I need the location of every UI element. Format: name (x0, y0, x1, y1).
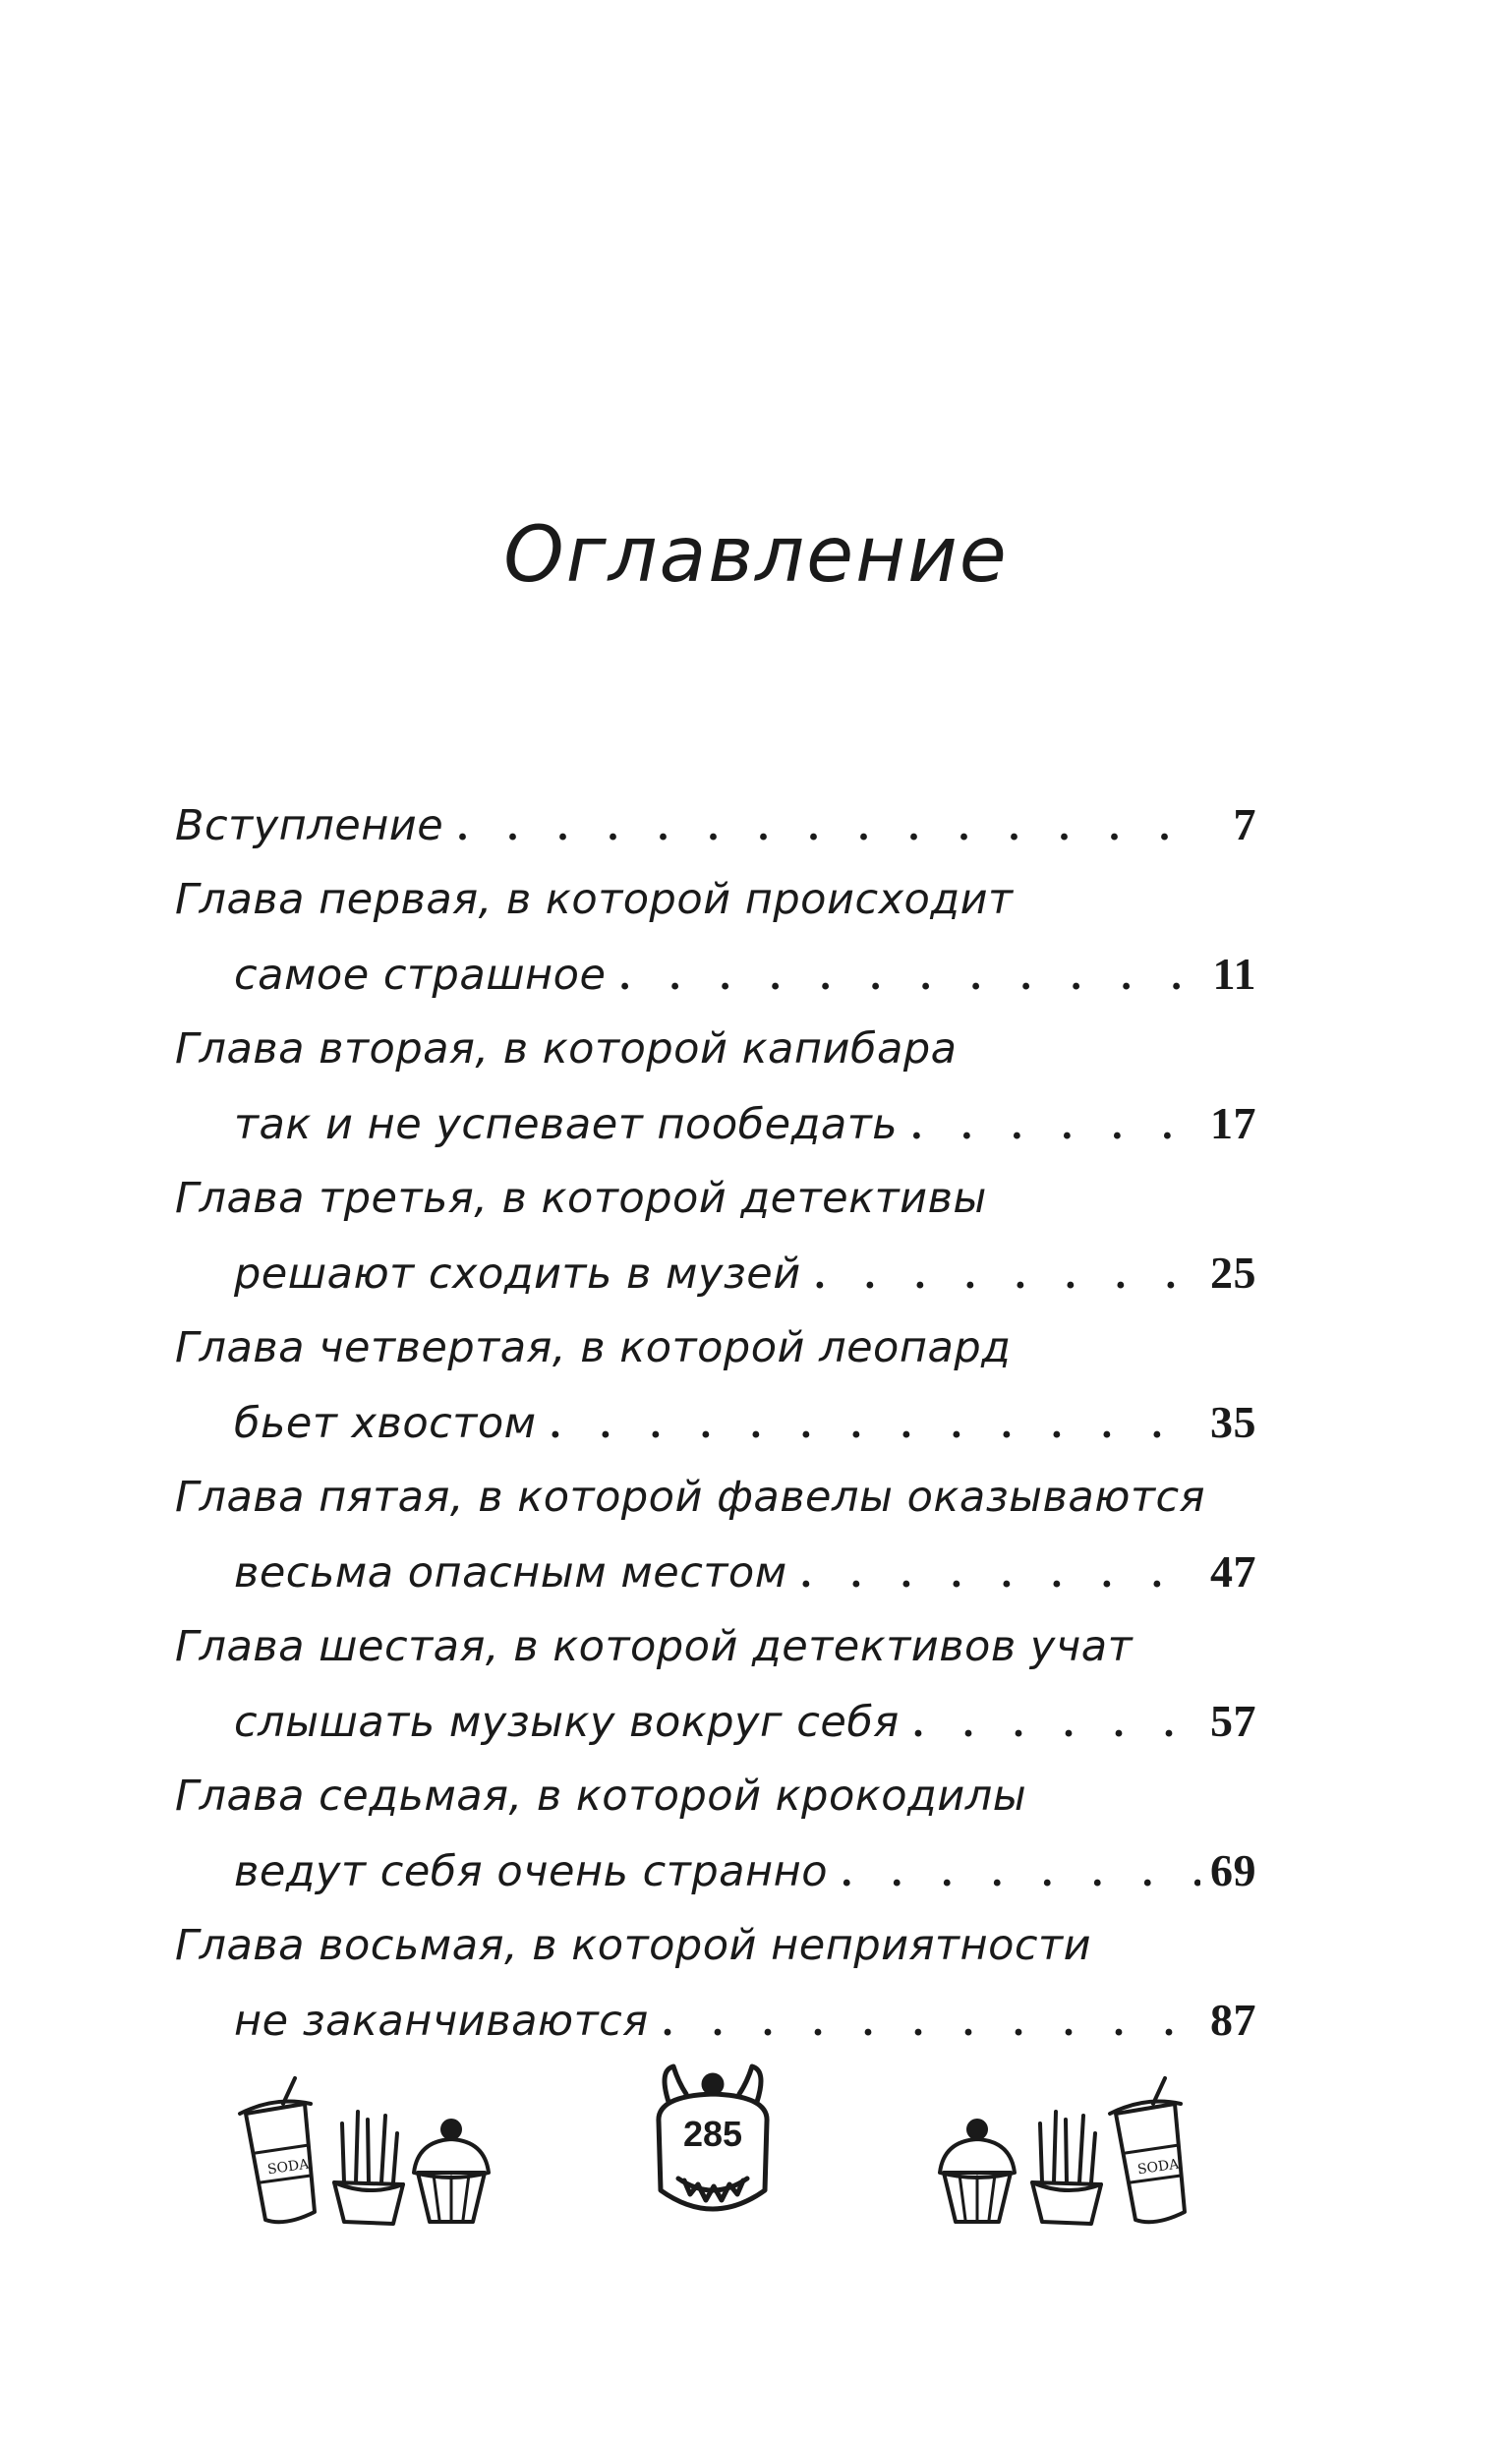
drink-cup-icon (240, 2078, 315, 2222)
toc-entry (175, 1772, 1256, 1917)
toc-line (175, 1473, 1256, 1545)
toc-line (175, 1695, 1256, 1768)
toc-page-number: 17 (1210, 1098, 1256, 1148)
toc-entry-title: бьет хвостом (234, 1399, 537, 1448)
footer-left-decoration (226, 2074, 501, 2241)
page-title: Оглавление (503, 511, 1009, 600)
toc-page-number: 35 (1210, 1397, 1256, 1447)
dot-leader (619, 953, 1202, 1000)
toc-entry-title: ведут себя очень странно (234, 1847, 829, 1896)
dot-leader (663, 1999, 1200, 2046)
toc-entry-title: Глава первая, в которой происходит (175, 875, 1014, 924)
dot-leader (913, 1700, 1200, 1747)
toc-entry (175, 875, 1256, 1020)
footer-right-decoration (924, 2074, 1199, 2241)
toc-page-number: 87 (1210, 1995, 1256, 2045)
dot-leader (815, 1251, 1200, 1299)
toc-line (175, 1396, 1256, 1469)
cupcake-icon (940, 2121, 1015, 2222)
toc-page-number: 57 (1210, 1696, 1256, 1746)
toc-line (175, 798, 1256, 871)
toc-entry (175, 1921, 1256, 2066)
toc-line (175, 875, 1256, 948)
toc-line (175, 1844, 1256, 1917)
toc-entry-title: Глава шестая, в которой детективов учат (175, 1622, 1134, 1671)
toc-entry (175, 1473, 1256, 1618)
toc-page-number: 7 (1233, 799, 1256, 849)
toc-entry-title: Глава четвертая, в которой леопард (175, 1323, 1012, 1372)
toc-entry-title: весьма опасным местом (234, 1548, 787, 1598)
dot-leader (551, 1401, 1200, 1448)
toc-entry-title: не заканчиваются (234, 1997, 649, 2046)
toc-entry-title: Глава седьмая, в которой крокодилы (175, 1772, 1027, 1821)
toc-entry-title: Глава пятая, в которой фавелы оказываются (175, 1473, 1206, 1522)
toc-entry (175, 1622, 1256, 1768)
fries-icon (1032, 2112, 1101, 2224)
fries-icon (334, 2112, 403, 2224)
toc-line (175, 1772, 1256, 1844)
toc-entry-title: Глава восьмая, в которой неприятности (175, 1921, 1092, 1970)
toc-entry (175, 1174, 1256, 1319)
toc-entry (175, 1323, 1256, 1469)
toc-line (175, 1174, 1256, 1247)
toc-line (175, 1994, 1256, 2066)
toc-entry-title: Глава вторая, в которой капибара (175, 1024, 958, 1074)
dot-leader (801, 1550, 1200, 1598)
toc-line (175, 1622, 1256, 1695)
toc-line (175, 1024, 1256, 1097)
toc-page-number: 11 (1212, 949, 1256, 999)
toc-entry-title: самое страшное (234, 951, 607, 1000)
toc-entry-title: Глава третья, в которой детективы (175, 1174, 987, 1223)
toc-entry-title: Вступление (175, 801, 444, 850)
toc-line (175, 1323, 1256, 1396)
toc-entry-title: слышать музыку вокруг себя (234, 1698, 900, 1747)
cupcake-icon (414, 2121, 489, 2222)
page-number: 285 (682, 2114, 743, 2154)
toc-entry-title: решают сходить в музей (234, 1250, 801, 1299)
page-number-badge (639, 2063, 786, 2230)
toc-line (175, 1545, 1256, 1618)
toc-line (175, 1247, 1256, 1319)
toc-entry-title: так и не успевает пообедать (234, 1100, 899, 1149)
svg-text:SODA: SODA (266, 2156, 311, 2179)
toc-entry (175, 798, 1256, 871)
toc-page-number: 69 (1210, 1845, 1256, 1895)
dot-leader (911, 1102, 1200, 1149)
toc-page-number: 47 (1210, 1546, 1256, 1597)
toc-line (175, 948, 1256, 1020)
toc-line (175, 1097, 1256, 1170)
toc-page-number: 25 (1210, 1248, 1256, 1298)
dot-leader (842, 1849, 1200, 1896)
dot-leader (457, 803, 1207, 850)
table-of-contents (175, 798, 1256, 2070)
toc-line (175, 1921, 1256, 1994)
toc-entry (175, 1024, 1256, 1170)
svg-text:SODA: SODA (1136, 2156, 1181, 2179)
drink-cup-icon (1110, 2078, 1185, 2222)
